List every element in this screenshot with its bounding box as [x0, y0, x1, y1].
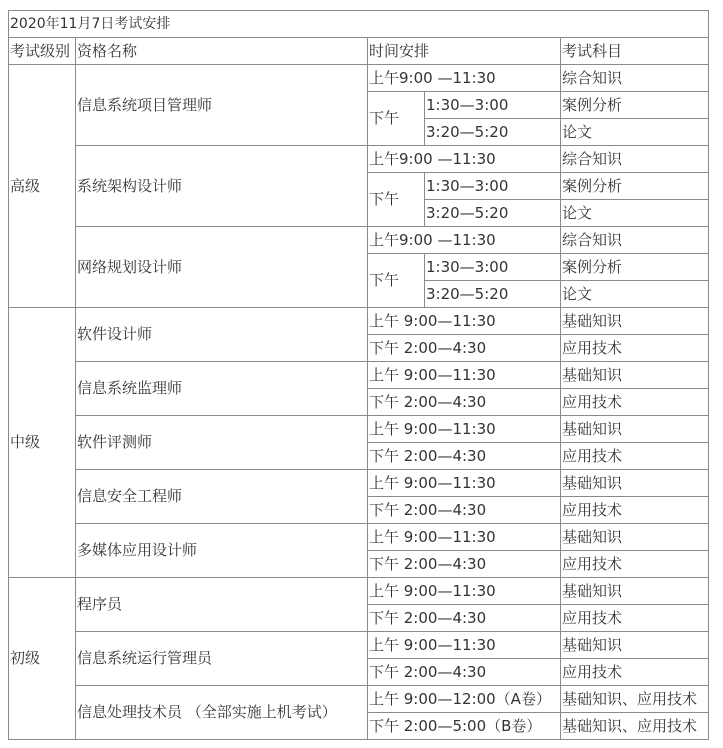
header-qualification: 资格名称 [76, 38, 368, 65]
time-cell: 下午 2:00—4:30 [368, 497, 561, 524]
subject-cell: 应用技术 [561, 551, 709, 578]
afternoon-label-cell: 下午 [368, 173, 425, 227]
afternoon-label-cell: 下午 [368, 254, 425, 308]
table-row [9, 578, 709, 605]
table-row [9, 227, 709, 254]
table-row [9, 146, 709, 173]
time-cell: 上午 9:00—11:30 [368, 470, 561, 497]
subject-cell: 案例分析 [561, 92, 709, 119]
time-cell: 1:30—3:00 [425, 254, 561, 281]
table-row [9, 308, 709, 335]
level-cell: 中级 [9, 308, 76, 578]
subject-cell: 案例分析 [561, 254, 709, 281]
time-cell: 上午9:00 —11:30 [368, 227, 561, 254]
time-cell: 3:20—5:20 [425, 119, 561, 146]
qualification-cell: 信息系统项目管理师 [76, 65, 368, 146]
schedule-title: 2020年11月7日考试安排 [9, 11, 709, 38]
subject-cell: 基础知识、应用技术 [561, 713, 709, 740]
subject-cell: 应用技术 [561, 335, 709, 362]
time-cell: 3:20—5:20 [425, 200, 561, 227]
exam-schedule-table [8, 10, 709, 740]
qualification-cell: 信息系统运行管理员 [76, 632, 368, 686]
level-cell: 初级 [9, 578, 76, 740]
time-cell: 下午 2:00—4:30 [368, 659, 561, 686]
qualification-cell: 多媒体应用设计师 [76, 524, 368, 578]
time-cell: 1:30—3:00 [425, 173, 561, 200]
qualification-cell: 信息系统监理师 [76, 362, 368, 416]
time-cell: 下午 2:00—4:30 [368, 551, 561, 578]
subject-cell: 综合知识 [561, 227, 709, 254]
subject-cell: 应用技术 [561, 389, 709, 416]
subject-cell: 基础知识 [561, 632, 709, 659]
qualification-cell: 网络规划设计师 [76, 227, 368, 308]
time-cell: 上午9:00 —11:30 [368, 65, 561, 92]
subject-cell: 综合知识 [561, 65, 709, 92]
time-cell: 下午 2:00—4:30 [368, 389, 561, 416]
subject-cell: 基础知识、应用技术 [561, 686, 709, 713]
time-cell: 上午 9:00—11:30 [368, 632, 561, 659]
table-row [9, 416, 709, 443]
subject-cell: 基础知识 [561, 578, 709, 605]
time-cell: 上午 9:00—11:30 [368, 578, 561, 605]
subject-cell: 应用技术 [561, 605, 709, 632]
time-cell: 上午 9:00—12:00（A卷） [368, 686, 561, 713]
time-cell: 下午 2:00—5:00（B卷） [368, 713, 561, 740]
level-cell: 高级 [9, 65, 76, 308]
subject-cell: 基础知识 [561, 416, 709, 443]
afternoon-label-cell: 下午 [368, 92, 425, 146]
subject-cell: 论文 [561, 200, 709, 227]
qualification-cell: 信息处理技术员 （全部实施上机考试） [76, 686, 368, 740]
time-cell: 下午 2:00—4:30 [368, 443, 561, 470]
qualification-cell: 信息安全工程师 [76, 470, 368, 524]
subject-cell: 论文 [561, 281, 709, 308]
title-row [9, 11, 709, 38]
time-cell: 3:20—5:20 [425, 281, 561, 308]
qualification-cell: 程序员 [76, 578, 368, 632]
time-cell: 下午 2:00—4:30 [368, 335, 561, 362]
table-row [9, 524, 709, 551]
subject-cell: 应用技术 [561, 497, 709, 524]
subject-cell: 应用技术 [561, 443, 709, 470]
subject-cell: 应用技术 [561, 659, 709, 686]
subject-cell: 案例分析 [561, 173, 709, 200]
table-row [9, 632, 709, 659]
header-row [9, 38, 709, 65]
subject-cell: 论文 [561, 119, 709, 146]
subject-cell: 基础知识 [561, 524, 709, 551]
time-cell: 上午 9:00—11:30 [368, 308, 561, 335]
subject-cell: 基础知识 [561, 362, 709, 389]
time-cell: 上午9:00 —11:30 [368, 146, 561, 173]
header-subject: 考试科目 [561, 38, 709, 65]
time-cell: 下午 2:00—4:30 [368, 605, 561, 632]
time-cell: 上午 9:00—11:30 [368, 524, 561, 551]
table-row [9, 686, 709, 713]
table-row [9, 65, 709, 92]
subject-cell: 基础知识 [561, 470, 709, 497]
subject-cell: 基础知识 [561, 308, 709, 335]
exam-schedule-body [9, 11, 709, 740]
subject-cell: 综合知识 [561, 146, 709, 173]
header-level: 考试级别 [9, 38, 76, 65]
qualification-cell: 系统架构设计师 [76, 146, 368, 227]
table-row [9, 470, 709, 497]
time-cell: 上午 9:00—11:30 [368, 362, 561, 389]
qualification-cell: 软件设计师 [76, 308, 368, 362]
header-time: 时间安排 [368, 38, 561, 65]
time-cell: 1:30—3:00 [425, 92, 561, 119]
table-row [9, 362, 709, 389]
time-cell: 上午 9:00—11:30 [368, 416, 561, 443]
qualification-cell: 软件评测师 [76, 416, 368, 470]
